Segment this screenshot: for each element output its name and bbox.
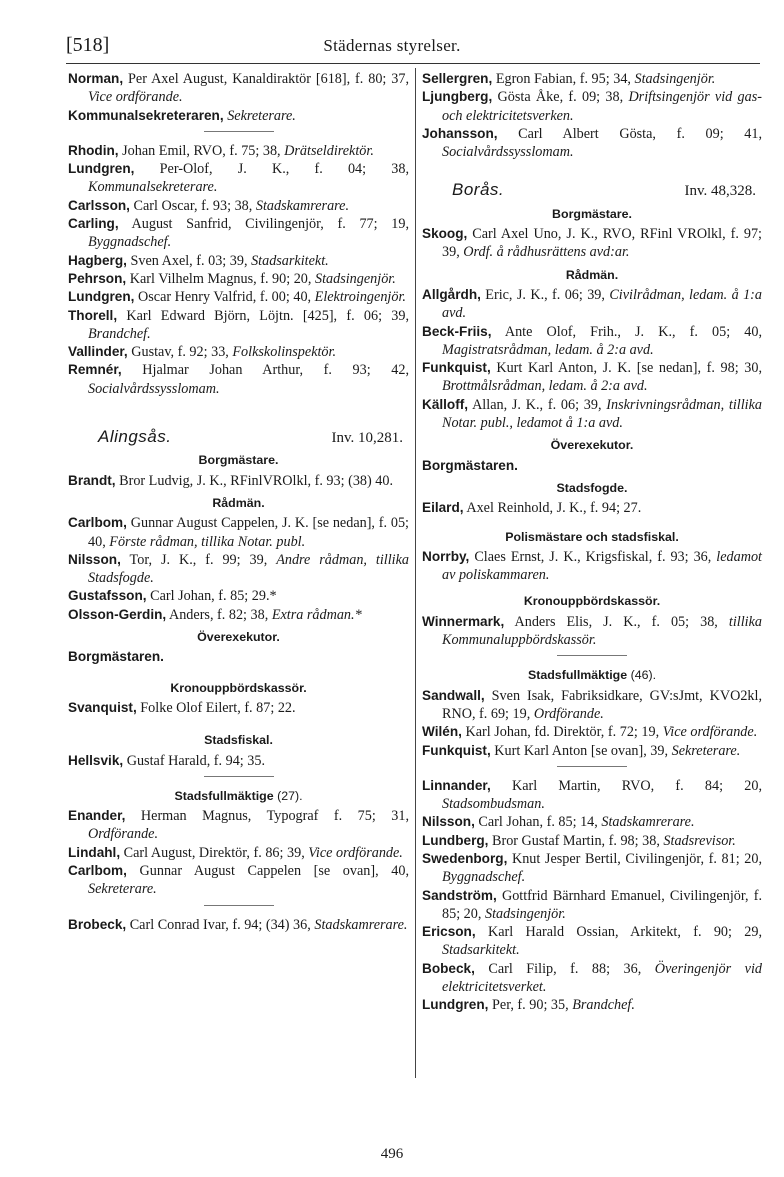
person-title: Stadsingenjör. (315, 270, 396, 287)
city-population: Inv. 10,281. (331, 430, 403, 447)
person-name: Carlsson, (68, 197, 130, 213)
person-name: Sellergren, (422, 71, 493, 86)
person-name: Norrby, (422, 548, 470, 564)
section-heading: Polismästare och stadsfiskal. (505, 529, 679, 544)
person-name: Svanquist, (68, 699, 137, 715)
person-name: Sandström, (422, 887, 497, 903)
person-details: Carl August, Direktör, f. 86; 39, (120, 844, 309, 861)
person-name: Brobeck, (68, 916, 127, 932)
person-name: Brandt, (68, 472, 116, 488)
person-entry (68, 142, 409, 160)
heading-count: (46). (630, 668, 657, 683)
person-details: Ante Olof, Frih., J. K., f. 05; 40, (491, 323, 762, 340)
section-heading: Kronouppbördskassör. (523, 594, 661, 609)
person-entry (422, 125, 762, 162)
person-name: Ericson, (422, 924, 476, 940)
person-title: Sekreterare. (227, 107, 296, 124)
person-entry (422, 887, 762, 924)
person-name: Rhodin, (68, 142, 119, 158)
entry-list (422, 548, 762, 585)
person-details: Johan Emil, RVO, f. 75; 38, (118, 142, 285, 159)
person-details: Carl Johan, f. 85; 29.* (146, 588, 277, 605)
person-entry (68, 752, 409, 770)
entry-list (422, 70, 762, 161)
person-title: Ordförande. (533, 705, 604, 722)
person-name: Nilsson, (68, 551, 121, 567)
person-entry (422, 613, 762, 650)
section-heading: Stadsfiskal. (204, 733, 273, 748)
person-entry (68, 343, 409, 361)
person-name: Lindahl, (68, 844, 121, 860)
section-heading: Överexekutor. (197, 630, 280, 645)
person-entry (68, 514, 409, 551)
person-title: Civilrådman, ledam. å 1:a avd. (442, 286, 762, 322)
person-entry (68, 587, 409, 605)
person-details: Gunnar August Cappelen [se ovan], 40, (126, 862, 409, 879)
page-number: [518] (66, 34, 110, 56)
person-name: Olsson-Gerdin, (68, 606, 167, 622)
entry-list (68, 752, 409, 770)
person-details: Gustaf Harald, f. 94; 35. (123, 752, 266, 769)
person-title: Extra rådman.* (271, 606, 362, 623)
person-details: Eric, J. K., f. 06; 39, (480, 286, 610, 303)
separator (557, 766, 627, 767)
person-details: Claes Ernst, J. K., Krigsfiskal, f. 93; 36, (469, 548, 717, 565)
person-name: Lundgren, (68, 161, 135, 177)
right-column (422, 70, 762, 1015)
entry-list (422, 687, 762, 760)
person-title: Stadsarkitekt. (442, 942, 520, 959)
section-heading (68, 787, 409, 805)
person-name: Källoff, (422, 396, 469, 412)
person-name: Bobeck, (422, 960, 475, 976)
person-name: Beck-Friis, (422, 323, 492, 339)
person-name: Hellsvik, (68, 752, 124, 768)
person-name: Nilsson, (422, 814, 475, 830)
person-name: Thorell, (68, 307, 118, 323)
section-heading: Borgmästare. (552, 206, 632, 221)
person-name: Wilén, (422, 724, 462, 740)
column-divider (415, 68, 416, 1078)
person-name: Vallinder, (68, 344, 128, 360)
heading-text: Stadsfullmäktige (174, 788, 274, 803)
person-title: Inskrivningsrådman, tillika Notar. publ., ledamot å 1:a avd. (442, 396, 762, 432)
person-details: Gösta Åke, f. 09; 38, (492, 89, 629, 106)
person-title: Driftsingenjör vid gas- och elektricitetsverken. (442, 89, 762, 124)
person-title: tillika Kommunaluppbördskassör. (442, 613, 762, 649)
entry-list (422, 499, 762, 517)
city-name: Alingsås. (98, 427, 172, 447)
entry-list (68, 916, 409, 934)
person-name: Carlbom, (68, 515, 127, 531)
person-title: Kommunalsekreterare. (88, 179, 218, 196)
city-heading-boras (422, 181, 762, 200)
person-entry (422, 850, 762, 887)
section-value: Borgmästaren. (68, 649, 164, 665)
person-entry (422, 359, 762, 396)
entry-list (422, 613, 762, 650)
separator (204, 905, 274, 906)
city-heading-alingsas (68, 428, 409, 447)
person-title: Ordförande. (88, 826, 159, 843)
person-details: Bror Gustaf Martin, f. 98; 38, (488, 832, 664, 849)
person-title: Byggnadschef. (442, 869, 526, 886)
entry-list (422, 225, 762, 262)
person-title: Socialvårdssysslomam. (88, 380, 220, 397)
person-name: Hagberg, (68, 252, 127, 268)
person-details: Gustav, f. 92; 33, (127, 344, 233, 361)
person-details: Carl Oscar, f. 93; 38, (129, 197, 256, 214)
footer-page-number: 496 (380, 1146, 404, 1162)
entry-list (68, 514, 409, 624)
entry-list (68, 70, 409, 125)
person-entry (68, 699, 409, 717)
person-name: Lundgren, (422, 997, 489, 1013)
person-entry (68, 361, 409, 398)
person-title: Elektroingenjör. (314, 289, 406, 306)
person-details: Kurt Karl Anton, J. K. [se nedan], f. 98; 30, (490, 360, 762, 377)
person-name: Eilard, (422, 500, 464, 516)
person-details: Herman Magnus, Typograf f. 75; 31, (125, 808, 409, 825)
person-details: Bror Ludvig, J. K., RFinlVROlkl, f. 93; (38) 40. (115, 472, 394, 489)
person-name: Lundgren, (68, 289, 135, 305)
person-name: Ljungberg, (422, 89, 493, 105)
person-details: Gunnar August Cappelen, J. K. [se nedan], f. 05; 40, (88, 515, 409, 550)
person-title: Sekreterare. (88, 881, 157, 898)
person-entry (422, 499, 762, 517)
person-title: Brottmålsrådman, ledam. å 2:a avd. (442, 378, 648, 395)
city-population: Inv. 48,328. (684, 183, 756, 200)
separator (557, 655, 627, 656)
person-name: Gustafsson, (68, 588, 147, 604)
person-entry (68, 197, 409, 215)
person-name: Carling, (68, 216, 119, 232)
section-heading: Rådmän. (212, 495, 265, 510)
city-name: Borås. (452, 180, 505, 200)
person-details: Knut Jesper Bertil, Civilingenjör, f. 81; 20, (507, 850, 762, 867)
person-entry (422, 832, 762, 850)
person-entry (68, 307, 409, 344)
entry-list (422, 286, 762, 432)
person-details: Karl Vilhelm Magnus, f. 90; 20, (126, 270, 315, 287)
person-title: Stadsarkitekt. (251, 252, 329, 269)
person-details: Oscar Henry Valfrid, f. 00; 40, (134, 289, 315, 306)
person-details: Gottfrid Bärnhard Emanuel, Civilingenjör, f. 85; 20, (442, 887, 762, 922)
person-details: August Sanfrid, Civilingenjör, f. 77; 19, (118, 216, 409, 233)
person-entry (422, 996, 762, 1014)
person-entry (68, 844, 409, 862)
person-details: Sven Isak, Fabriksidkare, GV:sJmt, KVO2kl, RNO, f. 69; 19, (442, 687, 762, 722)
page-title: Städernas styrelser. (323, 36, 461, 55)
person-entry (422, 88, 762, 125)
person-title: Ordf. å rådhusrättens avd:ar. (463, 244, 630, 261)
person-details: Per, f. 90; 35, (488, 997, 573, 1014)
person-entry (68, 916, 409, 934)
person-title: Stadskamrerare. (601, 814, 695, 831)
person-name: Linnander, (422, 777, 491, 793)
entry-list (68, 472, 409, 490)
person-entry (68, 606, 409, 624)
person-title: Byggnadschef. (88, 234, 172, 251)
person-name: Winnermark, (422, 613, 505, 629)
person-entry (68, 160, 409, 197)
person-title: Folkskolinspektör. (232, 344, 337, 361)
person-details: Kurt Karl Anton [se ovan], 39, (490, 742, 672, 759)
person-entry (68, 472, 409, 490)
person-details: Carl Axel Uno, J. K., RVO, RFinl VROlkl, f. 97; 39, (442, 226, 762, 261)
person-details: Karl Harald Ossian, Arkitekt, f. 90; 29, (475, 924, 762, 941)
entry-list (68, 142, 409, 398)
person-name: Skoog, (422, 226, 468, 242)
person-entry (68, 70, 409, 107)
left-column (68, 70, 409, 934)
person-name: Swedenborg, (422, 850, 508, 866)
person-title: Andre rådman, tillika Stadsfogde. (88, 551, 409, 587)
person-title: Förste rådman, tillika Notar. publ. (109, 533, 306, 550)
separator (204, 131, 274, 132)
person-entry (68, 215, 409, 252)
person-entry (422, 742, 762, 760)
person-title: Drätseldirektör. (284, 142, 374, 159)
person-title: Vice ordförande. (88, 89, 183, 106)
person-entry (68, 551, 409, 588)
person-entry (422, 396, 762, 433)
person-details: Karl Johan, fd. Direktör, f. 72; 19, (461, 724, 663, 741)
person-name: Pehrson, (68, 270, 127, 286)
person-title: Stadsingenjör. (634, 71, 716, 87)
section-value: Borgmästaren. (422, 457, 518, 473)
person-title: Brandchef. (88, 325, 151, 342)
person-title: Stadsrevisor. (663, 832, 736, 849)
heading-count: (27). (277, 788, 303, 803)
person-details: Karl Martin, RVO, f. 84; 20, (490, 777, 762, 794)
person-entry (422, 548, 762, 585)
separator (204, 776, 274, 777)
person-entry (422, 687, 762, 724)
header-rule (66, 63, 760, 64)
section-heading: Stadsfogde. (556, 480, 628, 495)
person-name: Johansson, (422, 125, 498, 141)
section-heading (422, 666, 762, 684)
person-details: Carl Conrad Ivar, f. 94; (34) 36, (126, 916, 315, 933)
person-details: Tor, J. K., f. 99; 39, (120, 551, 277, 568)
person-details: Karl Edward Björn, Löjtn. [425], f. 06; 39, (117, 307, 409, 324)
entry-list (422, 777, 762, 1015)
person-title: Sekreterare. (671, 742, 741, 759)
person-name: Enander, (68, 808, 126, 824)
person-entry (422, 286, 762, 323)
person-entry (422, 323, 762, 360)
person-name: Remnér, (68, 362, 122, 378)
section-heading: Överexekutor. (550, 438, 634, 453)
entry-list (68, 699, 409, 717)
person-details: Anders Elis, J. K., f. 05; 38, (504, 613, 729, 630)
person-entry (68, 107, 409, 125)
person-title: Socialvårdssysslomam. (442, 144, 574, 161)
person-title: Magistratsrådman, ledam. å 2:a avd. (442, 341, 654, 358)
person-details: Per Axel August, Kanaldiraktör [618], f. 80; 37, (123, 71, 409, 87)
person-entry (422, 960, 762, 997)
person-title: Överingenjör vid elektricitetsverket. (442, 960, 762, 996)
person-title: Stadsombudsman. (442, 796, 545, 813)
person-details: Carl Albert Gösta, f. 09; 41, (497, 125, 762, 142)
person-entry (422, 225, 762, 262)
person-name: Norman, (68, 71, 124, 86)
person-title: Vice ordförande. (308, 844, 403, 861)
person-name: Funkquist, (422, 360, 491, 376)
person-title: Brandchef. (572, 997, 635, 1014)
person-details: Allan, J. K., f. 06; 39, (468, 396, 607, 413)
person-name: Allgårdh, (422, 286, 481, 302)
person-entry (68, 288, 409, 306)
person-entry (68, 807, 409, 844)
person-entry (68, 270, 409, 288)
person-title: Stadskamrerare. (255, 197, 350, 214)
person-name: Sandwall, (422, 687, 485, 703)
person-name: Kommunalsekreteraren, (68, 107, 224, 123)
person-title: ledamot av poliskammaren. (442, 548, 762, 584)
person-details: Folke Olof Eilert, f. 87; 22. (136, 699, 296, 716)
person-name: Funkquist, (422, 742, 491, 758)
section-heading: Borgmästare. (198, 453, 279, 468)
person-details: Anders, f. 82; 38, (166, 606, 272, 623)
person-entry (422, 70, 762, 88)
person-entry (422, 723, 762, 741)
person-entry (68, 862, 409, 899)
section-heading: Kronouppbördskassör. (170, 680, 307, 695)
person-name: Carlbom, (68, 862, 127, 878)
person-details: Sven Axel, f. 03; 39, (126, 252, 252, 269)
person-entry (422, 777, 762, 814)
person-details: Egron Fabian, f. 95; 34, (492, 71, 635, 87)
person-details: Axel Reinhold, J. K., f. 94; 27. (463, 500, 642, 517)
section-heading: Rådmän. (565, 267, 619, 282)
person-entry (68, 252, 409, 270)
person-title: Vice ordförande. (662, 724, 758, 741)
heading-text: Stadsfullmäktige (527, 668, 628, 683)
person-details: Carl Filip, f. 88; 36, (474, 960, 655, 977)
person-details: Hjalmar Johan Arthur, f. 93; 42, (121, 362, 409, 379)
person-details: Per-Olof, J. K., f. 04; 38, (134, 161, 409, 178)
person-name: Lundberg, (422, 832, 489, 848)
person-entry (422, 813, 762, 831)
entry-list (68, 807, 409, 898)
person-details: Carl Johan, f. 85; 14, (474, 814, 602, 831)
person-entry (422, 923, 762, 960)
person-title: Stadsingenjör. (484, 905, 566, 922)
person-title: Stadskamrerare. (314, 916, 408, 933)
